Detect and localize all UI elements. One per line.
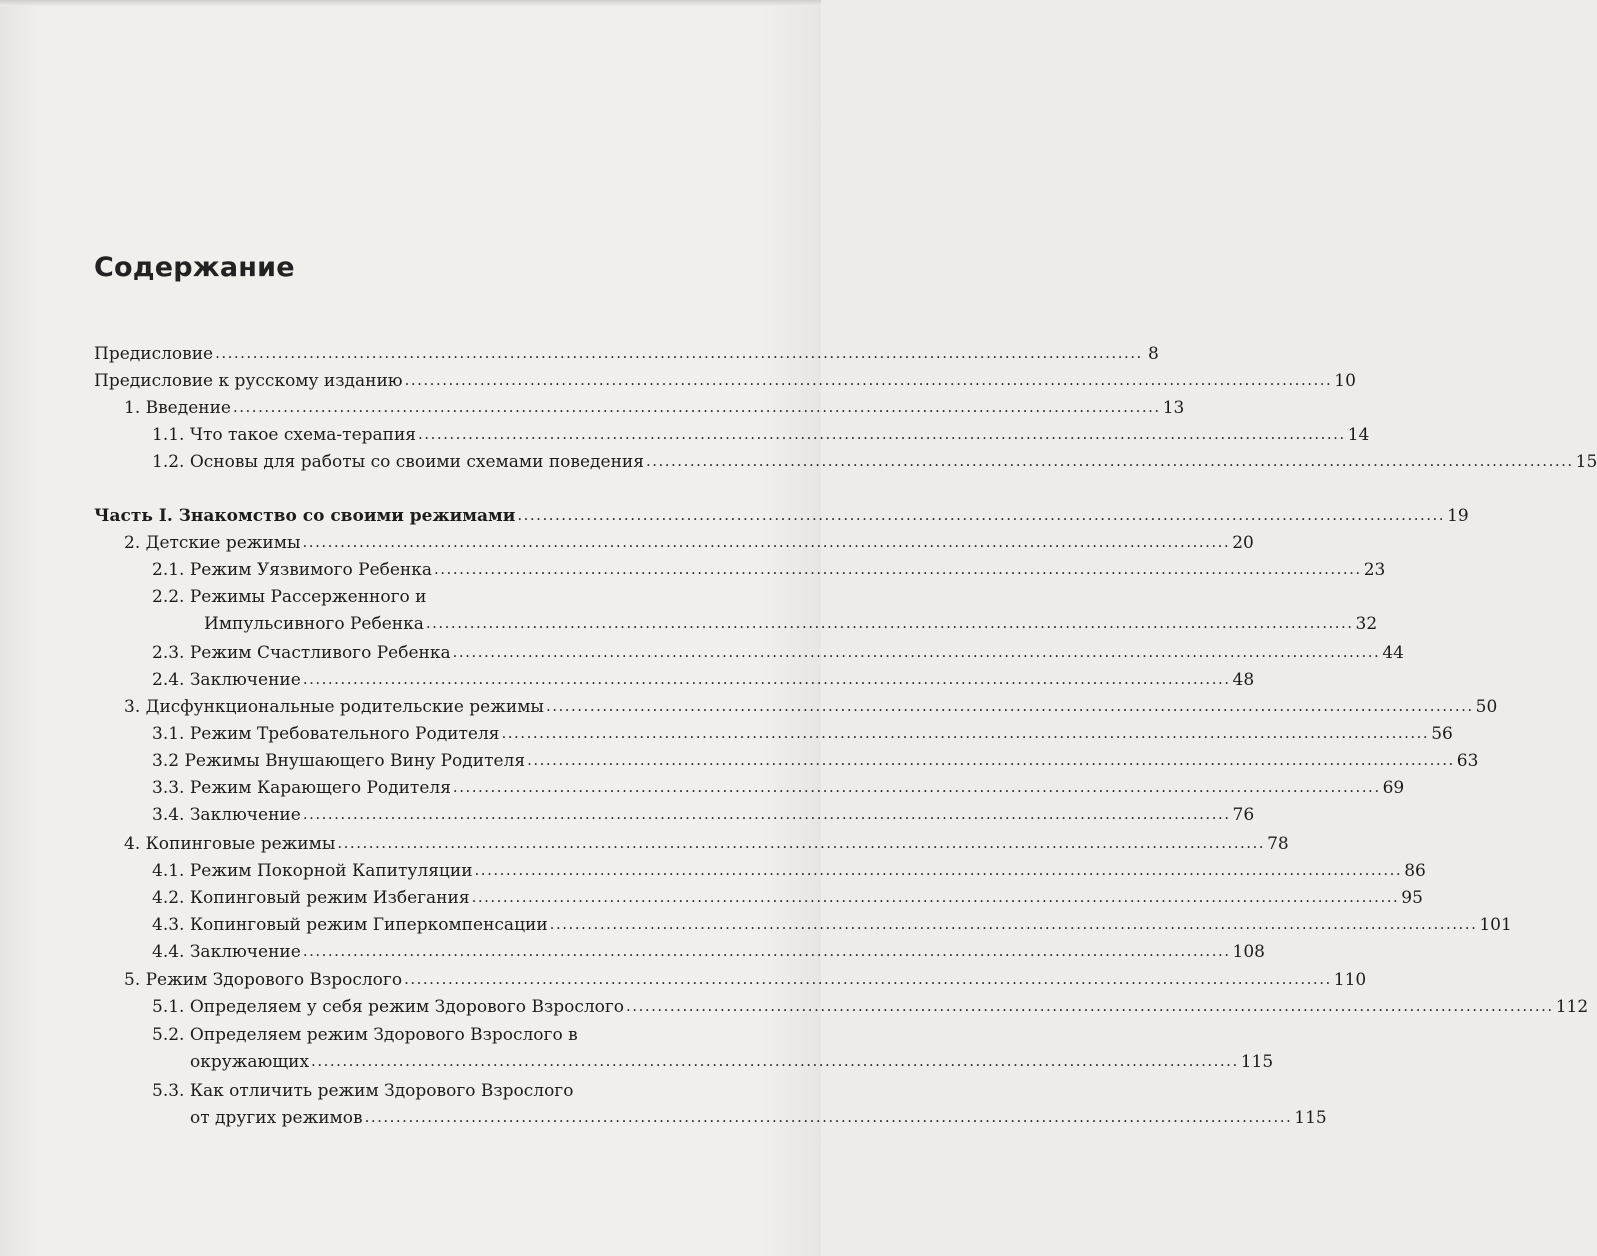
toc-entry-ch4: 4. Копинговые режимы .................................................................................................................................................... 78 <box>124 834 1289 854</box>
toc-entry-ch1: 1. Введение .................................................................................................................................................... 13 <box>124 398 1185 418</box>
toc-entry-1-2: 1.2. Основы для работы со своими схемами поведения .................................................................................................................................................... 15 <box>152 452 1597 472</box>
toc-entry-4-2: 4.2. Копинговый режим Избегания .................................................................................................................................................... 95 <box>152 888 1423 908</box>
toc-entry-2-1: 2.1. Режим Уязвимого Ребенка .................................................................................................................................................... 23 <box>152 560 1386 580</box>
toc-entry-2-2-line1: 2.2. Режимы Рассерженного и <box>152 587 427 607</box>
toc-entry-3-3: 3.3. Режим Карающего Родителя .................................................................................................................................................... 69 <box>152 778 1405 798</box>
toc-entry-ch2: 2. Детские режимы .................................................................................................................................................... 20 <box>124 533 1254 553</box>
toc-entry-5-1: 5.1. Определяем у себя режим Здорового Взрослого .................................................................................................................................................... 112 <box>152 997 1589 1017</box>
toc-entry-5-2: окружающих .................................................................................................................................................... 115 <box>190 1052 1274 1072</box>
toc-entry-3-2: 3.2 Режимы Внушающего Вину Родителя .................................................................................................................................................... 63 <box>152 751 1479 771</box>
toc-entry-preface-russian: Предисловие к русскому изданию .................................................................................................................................................... 10 <box>94 371 1356 391</box>
toc-entry-4-4: 4.4. Заключение .................................................................................................................................................... 108 <box>152 942 1265 962</box>
toc-entry-preface: Предисловие .................................................................................................................................................... 8 <box>94 344 1159 364</box>
toc-entry-part-1: Часть I. Знакомство со своими режимами .................................................................................................................................................... 19 <box>94 506 1469 526</box>
contents-heading: Содержание <box>94 252 295 283</box>
toc-entry-3-1: 3.1. Режим Требовательного Родителя .................................................................................................................................................... 56 <box>152 724 1453 744</box>
toc-entry-4-3: 4.3. Копинговый режим Гиперкомпенсации .................................................................................................................................................... 101 <box>152 915 1512 935</box>
toc-entry-2-4: 2.4. Заключение .................................................................................................................................................... 48 <box>152 670 1255 690</box>
toc-entry-1-1: 1.1. Что такое схема-терапия .................................................................................................................................................... 14 <box>152 425 1370 445</box>
toc-entry-5-2-line1: 5.2. Определяем режим Здорового Взрослого в <box>152 1025 578 1045</box>
toc-entry-ch5: 5. Режим Здорового Взрослого .................................................................................................................................................... 110 <box>124 970 1367 990</box>
toc-entry-2-2: Импульсивного Ребенка .................................................................................................................................................... 32 <box>204 614 1378 634</box>
toc-entry-ch3: 3. Дисфункциональные родительские режимы .................................................................................................................................................... 50 <box>124 697 1498 717</box>
toc-entry-3-4: 3.4. Заключение .................................................................................................................................................... 76 <box>152 805 1255 825</box>
toc-entry-5-3: от других режимов .................................................................................................................................................... 115 <box>190 1108 1327 1128</box>
toc-entry-4-1: 4.1. Режим Покорной Капитуляции .................................................................................................................................................... 86 <box>152 861 1426 881</box>
toc-entry-2-3: 2.3. Режим Счастливого Ребенка .................................................................................................................................................... 44 <box>152 643 1404 663</box>
toc-entry-5-3-line1: 5.3. Как отличить режим Здорового Взрослого <box>152 1081 574 1101</box>
